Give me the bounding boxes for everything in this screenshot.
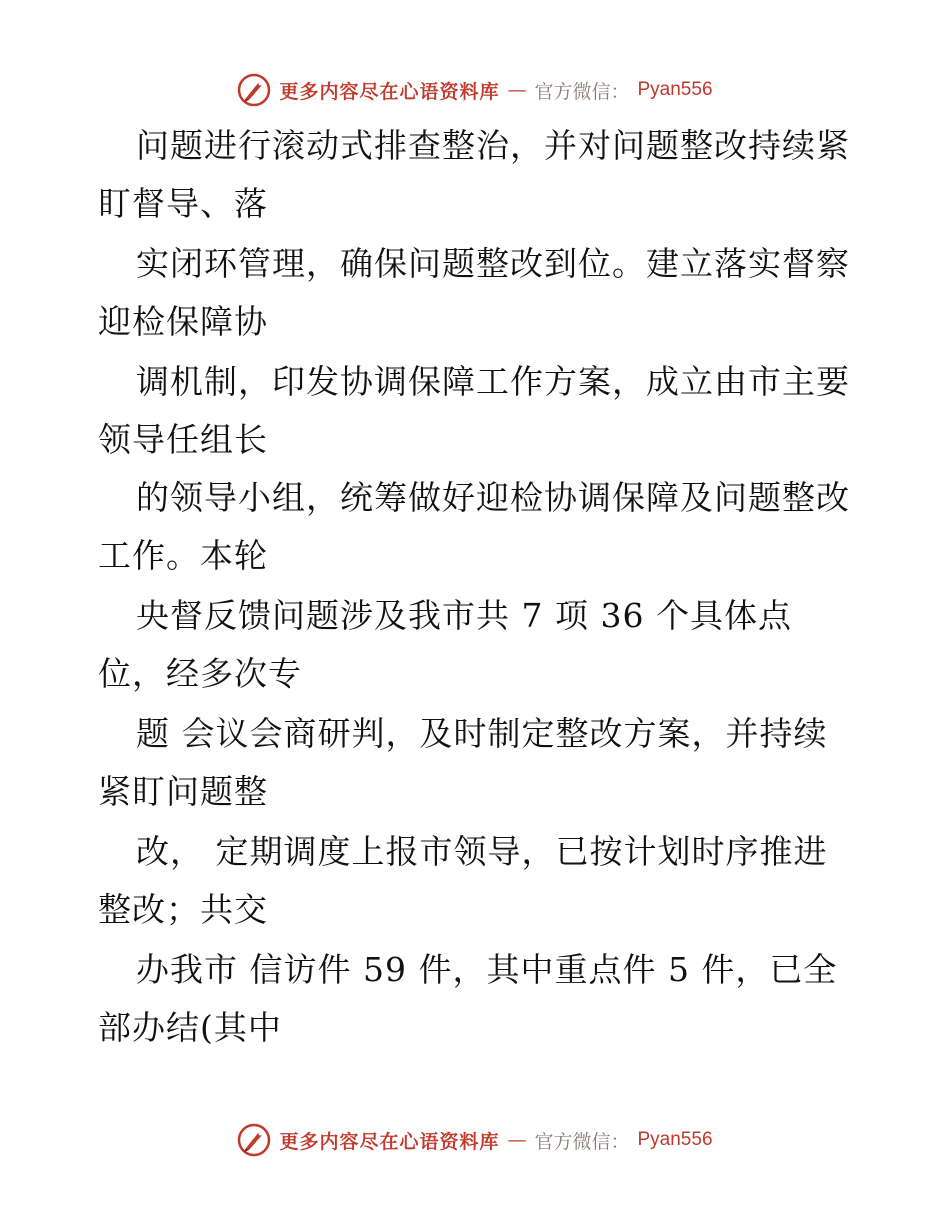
- body-line: 工作。本轮: [98, 536, 268, 575]
- watermark-wechat-id: Pyan556: [637, 79, 713, 100]
- body-line: 问题进行滚动式排查整治，并对问题整改持续紧: [136, 126, 850, 165]
- body-line: 部办结(其中: [98, 1008, 282, 1047]
- watermark-dash: —: [507, 1129, 527, 1151]
- body-line: 紧盯问题整: [98, 772, 268, 811]
- watermark-dash: —: [507, 79, 527, 101]
- body-line: 调机制，印发协调保障工作方案，成立由市主要: [136, 362, 850, 401]
- body-line: 央督反馈问题涉及我市共 7 项 36 个具体点: [136, 596, 792, 635]
- footer-watermark: [0, 1120, 950, 1160]
- watermark-wechat-id: Pyan556: [637, 1129, 713, 1150]
- watermark-text: 更多内容尽在心语资料库: [279, 1130, 500, 1153]
- body-line: 迎检保障协: [98, 302, 268, 341]
- watermark-label: 官方微信：: [534, 1130, 630, 1153]
- body-line: 整改；共交: [98, 890, 268, 929]
- body-line: 题 会议会商研判，及时制定整改方案，并持续: [136, 714, 828, 753]
- watermark-text: 更多内容尽在心语资料库: [279, 80, 500, 103]
- body-line: 办我市 信访件 59 件，其中重点件 5 件，已全: [136, 950, 838, 989]
- body-line: 盯督导、落: [98, 184, 268, 223]
- body-line: 改， 定期调度上报市领导，已按计划时序推进: [136, 832, 828, 871]
- body-line: 领导任组长: [98, 420, 268, 459]
- quill-pen-logo-icon: [237, 73, 271, 107]
- body-line: 实闭环管理，确保问题整改到位。建立落实督察: [136, 244, 850, 283]
- header-watermark: [0, 70, 950, 110]
- body-line: 的领导小组，统筹做好迎检协调保障及问题整改: [136, 478, 850, 517]
- quill-pen-logo-icon: [237, 1123, 271, 1157]
- body-line: 位，经多次专: [98, 654, 302, 693]
- watermark-label: 官方微信：: [534, 80, 630, 103]
